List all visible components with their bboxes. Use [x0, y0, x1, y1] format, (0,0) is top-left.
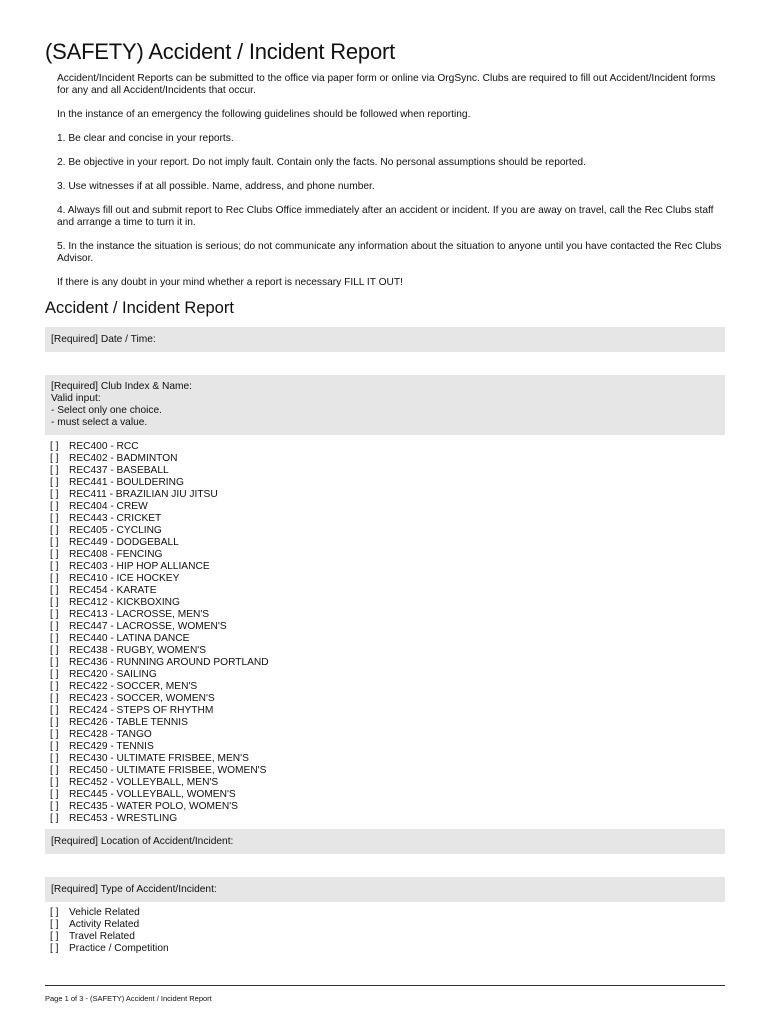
checkbox[interactable]: [ ] [50, 765, 59, 776]
type-option-label: Vehicle Related [69, 907, 140, 918]
checkbox[interactable]: [ ] [50, 645, 59, 656]
club-option[interactable] [50, 645, 269, 657]
club-option[interactable] [50, 561, 269, 573]
checkbox[interactable]: [ ] [50, 621, 59, 632]
club-hint: - Select only one choice. [51, 405, 162, 416]
club-option-label: REC449 - DODGEBALL [69, 537, 179, 548]
checkbox[interactable]: [ ] [50, 741, 59, 752]
checkbox[interactable]: [ ] [50, 609, 59, 620]
club-option-label: REC408 - FENCING [69, 549, 163, 560]
club-option-label: REC445 - VOLLEYBALL, WOMEN'S [69, 789, 236, 800]
club-option-label: REC453 - WRESTLING [69, 813, 178, 824]
guideline-5: 5. In the instance the situation is serious; do not communicate any information about the situation to anyone until you have contacted the Rec Clubs Advisor. [57, 241, 722, 264]
club-option-label: REC436 - RUNNING AROUND PORTLAND [69, 657, 269, 668]
type-option-label: Travel Related [69, 931, 135, 942]
club-option[interactable] [50, 681, 269, 693]
checkbox[interactable]: [ ] [50, 943, 59, 954]
club-option-label: REC411 - BRAZILIAN JIU JITSU [69, 489, 218, 500]
checkbox[interactable]: [ ] [50, 549, 59, 560]
club-option[interactable] [50, 549, 269, 561]
checkbox[interactable]: [ ] [50, 525, 59, 536]
club-option-label: REC447 - LACROSSE, WOMEN'S [69, 621, 227, 632]
club-option[interactable] [50, 717, 269, 729]
guideline-2: 2. Be objective in your report. Do not imply fault. Contain only the facts. No personal assumptions should be reported. [57, 157, 586, 168]
type-label: [Required] Type of Accident/Incident: [51, 884, 217, 895]
page-title: (SAFETY) Accident / Incident Report [45, 39, 396, 64]
club-option[interactable] [50, 537, 269, 549]
club-option-label: REC443 - CRICKET [69, 513, 162, 524]
club-option-label: REC400 - RCC [69, 441, 139, 452]
club-hint: Valid input: [51, 393, 101, 404]
club-option[interactable] [50, 669, 269, 681]
checkbox[interactable]: [ ] [50, 931, 59, 942]
club-hint: - must select a value. [51, 417, 148, 428]
type-option[interactable] [50, 931, 169, 943]
club-field-header [45, 375, 725, 435]
intro-paragraph: Accident/Incident Reports can be submitted to the office via paper form or online via OrgSync. Clubs are required to fill out Accident/Incident forms for any and all Accident/Incidents that occur. [57, 73, 716, 96]
checkbox[interactable]: [ ] [50, 477, 59, 488]
club-option[interactable] [50, 441, 269, 453]
club-option[interactable] [50, 801, 269, 813]
club-option[interactable] [50, 633, 269, 645]
club-option-label: REC413 - LACROSSE, MEN'S [69, 609, 210, 620]
checkbox[interactable]: [ ] [50, 919, 59, 930]
club-option[interactable] [50, 597, 269, 609]
checkbox[interactable]: [ ] [50, 693, 59, 704]
club-option[interactable] [50, 813, 269, 825]
club-option[interactable] [50, 753, 269, 765]
footer-divider [45, 985, 725, 986]
club-option[interactable] [50, 609, 269, 621]
checkbox[interactable]: [ ] [50, 441, 59, 452]
club-option[interactable] [50, 573, 269, 585]
section-title: Accident / Incident Report [45, 299, 234, 317]
club-option-label: REC428 - TANGO [69, 729, 152, 740]
club-option-label: REC454 - KARATE [69, 585, 157, 596]
club-option[interactable] [50, 525, 269, 537]
checkbox[interactable]: [ ] [50, 729, 59, 740]
club-option[interactable] [50, 741, 269, 753]
guideline-1: 1. Be clear and concise in your reports. [57, 133, 234, 144]
club-option-label: REC435 - WATER POLO, WOMEN'S [69, 801, 238, 812]
type-options-list [50, 907, 169, 955]
checkbox[interactable]: [ ] [50, 717, 59, 728]
club-option-label: REC405 - CYCLING [69, 525, 162, 536]
type-option-label: Practice / Competition [69, 943, 169, 954]
club-option-label: REC438 - RUGBY, WOMEN'S [69, 645, 207, 656]
club-option-label: REC440 - LATINA DANCE [69, 633, 190, 644]
checkbox[interactable]: [ ] [50, 681, 59, 692]
type-option[interactable] [50, 907, 169, 919]
club-option-label: REC452 - VOLLEYBALL, MEN'S [69, 777, 219, 788]
club-option[interactable] [50, 765, 269, 777]
checkbox[interactable]: [ ] [50, 573, 59, 584]
checkbox[interactable]: [ ] [50, 585, 59, 596]
club-option-label: REC441 - BOULDERING [69, 477, 184, 488]
club-option-label: REC420 - SAILING [69, 669, 157, 680]
checkbox[interactable]: [ ] [50, 669, 59, 680]
club-option-label: REC437 - BASEBALL [69, 465, 169, 476]
club-option[interactable] [50, 693, 269, 705]
club-option-label: REC410 - ICE HOCKEY [69, 573, 180, 584]
checkbox[interactable]: [ ] [50, 465, 59, 476]
club-option[interactable] [50, 513, 269, 525]
guideline-3: 3. Use witnesses if at all possible. Name, address, and phone number. [57, 181, 375, 192]
checkbox[interactable]: [ ] [50, 537, 59, 548]
club-option-label: REC429 - TENNIS [69, 741, 154, 752]
club-option[interactable] [50, 465, 269, 477]
page-footer: Page 1 of 3 - (SAFETY) Accident / Incident Report [45, 994, 212, 1003]
intro-text [57, 73, 727, 301]
guideline-4: 4. Always fill out and submit report to Rec Clubs Office immediately after an accident or incident. If you are away on travel, call the Rec Clubs staff and arrange a time to turn it in. [57, 205, 714, 228]
type-option[interactable] [50, 919, 169, 931]
club-option[interactable] [50, 777, 269, 789]
checkbox[interactable]: [ ] [50, 753, 59, 764]
checkbox[interactable]: [ ] [50, 705, 59, 716]
club-option[interactable] [50, 477, 269, 489]
club-option[interactable] [50, 621, 269, 633]
club-option-label: REC403 - HIP HOP ALLIANCE [69, 561, 210, 572]
club-option-label: REC404 - CREW [69, 501, 148, 512]
club-option-label: REC426 - TABLE TENNIS [69, 717, 188, 728]
club-option[interactable] [50, 729, 269, 741]
checkbox[interactable]: [ ] [50, 597, 59, 608]
club-label: [Required] Club Index & Name: [51, 381, 192, 392]
club-option-label: REC412 - KICKBOXING [69, 597, 180, 608]
club-option-label: REC424 - STEPS OF RHYTHM [69, 705, 214, 716]
club-option-label: REC402 - BADMINTON [69, 453, 178, 464]
club-option[interactable] [50, 501, 269, 513]
club-options-list [50, 441, 269, 825]
club-option-label: REC430 - ULTIMATE FRISBEE, MEN'S [69, 753, 249, 764]
checkbox[interactable]: [ ] [50, 501, 59, 512]
intro-paragraph: In the instance of an emergency the following guidelines should be followed when reporting. [57, 109, 471, 120]
checkbox[interactable]: [ ] [50, 513, 59, 524]
club-option[interactable] [50, 657, 269, 669]
club-option[interactable] [50, 585, 269, 597]
club-option-label: REC450 - ULTIMATE FRISBEE, WOMEN'S [69, 765, 267, 776]
checkbox[interactable]: [ ] [50, 813, 59, 824]
checkbox[interactable]: [ ] [50, 453, 59, 464]
checkbox[interactable]: [ ] [50, 561, 59, 572]
checkbox[interactable]: [ ] [50, 907, 59, 918]
location-label: [Required] Location of Accident/Incident: [51, 836, 234, 847]
checkbox[interactable]: [ ] [50, 489, 59, 500]
club-option-label: REC422 - SOCCER, MEN'S [69, 681, 198, 692]
club-option-label: REC423 - SOCCER, WOMEN'S [69, 693, 215, 704]
checkbox[interactable]: [ ] [50, 789, 59, 800]
checkbox[interactable]: [ ] [50, 633, 59, 644]
type-field-header [45, 877, 725, 902]
checkbox[interactable]: [ ] [50, 777, 59, 788]
date-time-field[interactable] [45, 327, 725, 352]
type-option[interactable] [50, 943, 169, 955]
type-option-label: Activity Related [69, 919, 140, 930]
location-field[interactable] [45, 829, 725, 854]
club-option[interactable] [50, 705, 269, 717]
checkbox[interactable]: [ ] [50, 657, 59, 668]
intro-closing: If there is any doubt in your mind whether a report is necessary FILL IT OUT! [57, 277, 403, 288]
date-time-label: [Required] Date / Time: [51, 334, 156, 345]
club-option[interactable] [50, 489, 269, 501]
club-option[interactable] [50, 453, 269, 465]
checkbox[interactable]: [ ] [50, 801, 59, 812]
club-option[interactable] [50, 789, 269, 801]
